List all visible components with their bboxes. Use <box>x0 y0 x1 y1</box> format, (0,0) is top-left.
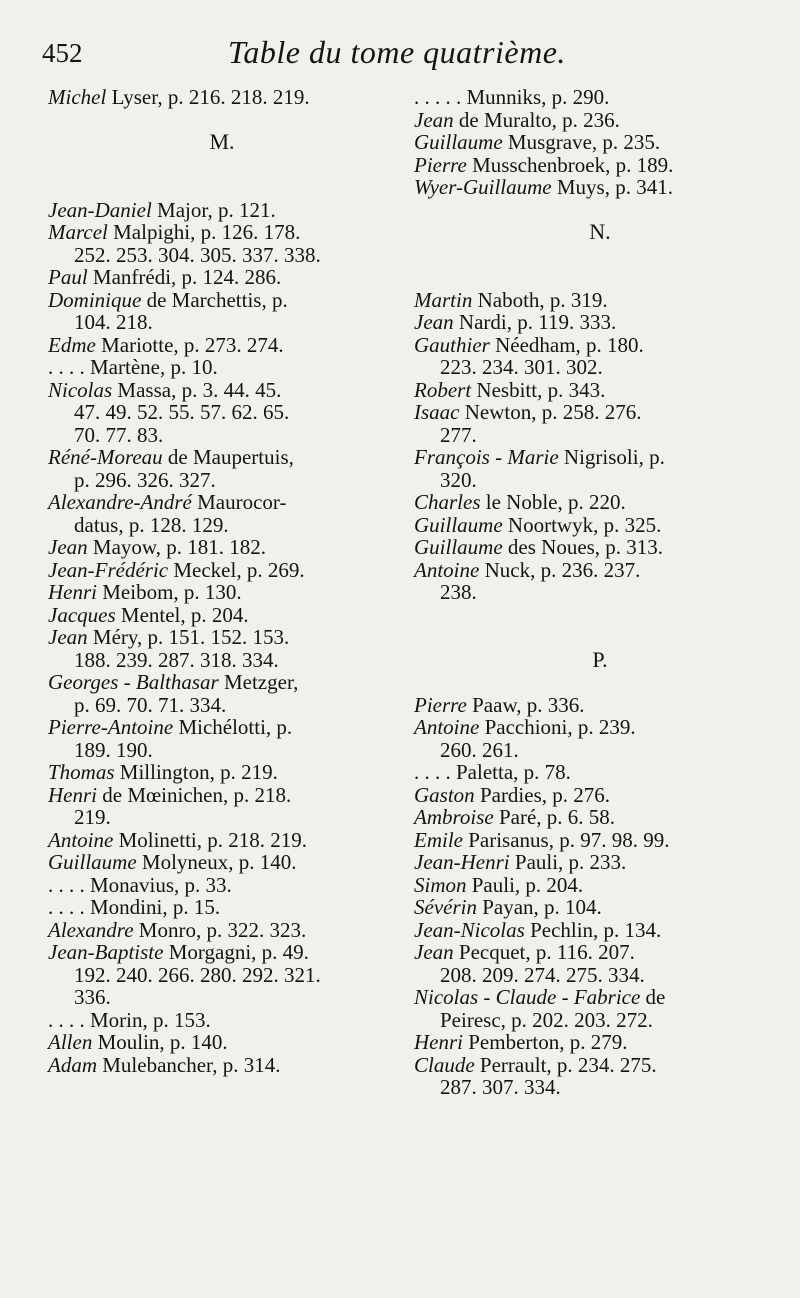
entry-text: 238. <box>440 580 477 604</box>
given-name: Gaston <box>414 782 475 807</box>
given-name: Sévérin <box>414 895 477 919</box>
entry-text: Pauli, p. 233. <box>509 850 627 874</box>
entry-text: de Maupertuis, <box>162 445 294 469</box>
index-entry-continuation <box>48 649 396 672</box>
index-entry-continuation <box>414 424 786 447</box>
index-entry <box>48 829 396 852</box>
index-entry <box>48 446 396 469</box>
index-entry <box>414 874 786 897</box>
given-name: Michel <box>48 85 107 109</box>
entry-text: Morgagni, p. 49. <box>163 940 309 964</box>
index-entry <box>414 694 786 717</box>
entry-text: Muys, p. 341. <box>551 175 673 199</box>
entry-text: Néedham, p. 180. <box>489 332 644 357</box>
index-entry <box>48 86 396 109</box>
given-name: Henri <box>48 580 97 604</box>
index-entry-continuation <box>48 806 396 829</box>
blank-line <box>48 154 396 177</box>
index-entry <box>414 514 786 537</box>
section-heading: N. <box>589 219 611 244</box>
entry-text: Nesbitt, p. 343. <box>471 377 606 402</box>
entry-text: 188. 239. 287. 318. 334. <box>74 647 279 672</box>
given-name: Ambroise <box>414 805 494 829</box>
entry-text: Malpighi, p. 126. 178. <box>107 220 301 244</box>
index-entry <box>414 1031 786 1054</box>
index-entry-continuation <box>48 244 396 267</box>
page-number: 452 <box>42 38 83 68</box>
given-name: Edme <box>48 332 96 357</box>
index-entry <box>414 311 786 334</box>
blank-line <box>48 176 396 199</box>
given-name: Guillaume <box>414 512 503 537</box>
index-entry <box>48 356 396 379</box>
given-name: Henri <box>48 782 97 807</box>
index-entry <box>414 86 786 109</box>
index-entry <box>414 491 786 514</box>
given-name: Guillaume <box>414 535 503 559</box>
index-entry-continuation <box>414 1076 786 1099</box>
entry-text: de <box>640 985 666 1009</box>
index-column-right <box>414 86 786 1099</box>
index-entry <box>48 761 396 784</box>
given-name: Nicolas <box>48 377 113 402</box>
entry-text: Pardies, p. 276. <box>474 782 611 807</box>
index-entry-continuation <box>48 514 396 537</box>
entry-text: de Mœinichen, p. 218. <box>97 782 292 807</box>
given-name: Wyer-Guillaume <box>414 175 552 199</box>
index-entry <box>414 829 786 852</box>
index-entry <box>414 131 786 154</box>
given-name: Alexandre-André <box>48 490 192 514</box>
index-entry <box>48 784 396 807</box>
index-entry <box>48 1054 396 1077</box>
entry-text: 287. 307. 334. <box>440 1075 561 1099</box>
index-entry <box>48 379 396 402</box>
given-name: François - Marie <box>414 445 559 469</box>
index-entry-continuation <box>48 311 396 334</box>
entry-text: 252. 253. 304. 305. 337. 338. <box>74 242 321 267</box>
given-name: Adam <box>48 1052 97 1077</box>
given-name: Emile <box>414 827 463 852</box>
blank-line <box>414 671 786 694</box>
index-entry <box>48 671 396 694</box>
entry-text: Meckel, p. 269. <box>168 557 305 582</box>
given-name: Jean <box>414 107 454 132</box>
index-entry <box>48 334 396 357</box>
entry-text: 189. 190. <box>74 737 153 762</box>
given-name: Pierre <box>414 152 467 177</box>
index-entry <box>414 784 786 807</box>
index-entry-continuation <box>414 739 786 762</box>
given-name: Gauthier <box>414 332 490 357</box>
section-heading: P. <box>592 646 608 672</box>
entry-text: Molinetti, p. 218. 219. <box>113 827 307 852</box>
entry-text: le Noble, p. 220. <box>480 490 626 514</box>
entry-text: 219. <box>74 805 111 829</box>
index-entry <box>414 851 786 874</box>
index-entry <box>414 716 786 739</box>
entry-text: Perrault, p. 234. 275. <box>474 1052 657 1077</box>
given-name: Jacques <box>48 602 116 627</box>
index-entry-continuation <box>414 581 786 604</box>
entry-text: de Muralto, p. 236. <box>453 107 620 132</box>
index-entry <box>414 176 786 199</box>
entry-text: . . . . Paletta, p. 78. <box>414 760 571 784</box>
index-entry <box>414 536 786 559</box>
given-name: Jean-Henri <box>414 850 510 874</box>
given-name: Jean-Frédéric <box>48 557 169 582</box>
entry-text: Moulin, p. 140. <box>92 1030 228 1054</box>
index-entry <box>48 716 396 739</box>
entry-text: . . . . Martène, p. 10. <box>48 355 218 379</box>
given-name: Martin <box>414 287 473 312</box>
index-column-left <box>48 86 396 1076</box>
entry-text: 47. 49. 52. 55. 57. 62. 65. <box>74 400 290 424</box>
index-entry <box>414 446 786 469</box>
given-name: Paul <box>48 265 88 289</box>
entry-text: 260. 261. <box>440 737 519 762</box>
given-name: Isaac <box>414 400 460 424</box>
index-entry <box>48 919 396 942</box>
entry-text: Peiresc, p. 202. 203. 272. <box>440 1007 653 1032</box>
given-name: Allen <box>48 1030 93 1054</box>
index-entry <box>48 1031 396 1054</box>
entry-text: Lyser, p. 216. 218. 219. <box>106 85 310 109</box>
index-entry <box>48 941 396 964</box>
index-entry <box>414 986 786 1009</box>
blank-line <box>414 626 786 649</box>
given-name: Simon <box>414 872 467 897</box>
entry-text: Pecquet, p. 116. 207. <box>453 940 635 964</box>
index-entry-continuation <box>414 1009 786 1032</box>
index-entry <box>48 604 396 627</box>
entry-text: Mentel, p. 204. <box>115 602 249 627</box>
given-name: Guillaume <box>414 130 503 154</box>
given-name: Nicolas - Claude - Fabrice <box>414 985 641 1009</box>
index-entry-continuation <box>48 424 396 447</box>
given-name: Jean <box>414 940 454 964</box>
entry-text: . . . . . Munniks, p. 290. <box>414 85 610 109</box>
index-entry-continuation <box>414 356 786 379</box>
index-entry <box>414 334 786 357</box>
given-name: Antoine <box>414 715 480 739</box>
entry-text: Paaw, p. 336. <box>466 692 585 717</box>
index-entry-continuation <box>48 986 396 1009</box>
given-name: Claude <box>414 1052 475 1077</box>
entry-text: de Marchettis, p. <box>141 287 288 312</box>
entry-text: Maurocor- <box>191 490 287 514</box>
given-name: Georges - Balthasar <box>48 670 219 694</box>
entry-text: Massa, p. 3. 44. 45. <box>112 377 282 402</box>
entry-text: Nardi, p. 119. 333. <box>453 310 617 334</box>
index-entry <box>48 536 396 559</box>
index-entry <box>48 559 396 582</box>
entry-text: Mariotte, p. 273. 274. <box>95 332 284 357</box>
entry-text: Newton, p. 258. 276. <box>459 400 642 424</box>
given-name: Pierre-Antoine <box>48 715 174 739</box>
running-title: Table du tome quatrième. <box>228 34 566 70</box>
index-entry <box>48 199 396 222</box>
entry-text: 277. <box>440 422 477 447</box>
entry-text: Payan, p. 104. <box>476 895 602 919</box>
entry-text: p. 69. 70. 71. 334. <box>74 692 227 717</box>
index-entry-continuation <box>48 401 396 424</box>
entry-text: Pacchioni, p. 239. <box>479 715 636 739</box>
index-entry <box>48 266 396 289</box>
entry-text: Nuck, p. 236. 237. <box>479 557 641 582</box>
given-name: Pierre <box>414 692 467 717</box>
entry-text: Pechlin, p. 134. <box>524 917 662 942</box>
section-heading: M. <box>209 129 235 154</box>
given-name: Jean-Nicolas <box>414 917 525 942</box>
index-entry <box>414 919 786 942</box>
index-entry-continuation <box>414 469 786 492</box>
entry-text: Manfrédi, p. 124. 286. <box>87 265 282 289</box>
given-name: Dominique <box>48 287 142 312</box>
entry-text: 104. 218. <box>74 310 153 334</box>
index-entry <box>48 491 396 514</box>
entry-text: Molyneux, p. 140. <box>136 850 297 874</box>
entry-text: Pauli, p. 204. <box>466 872 584 897</box>
index-entry <box>414 559 786 582</box>
given-name: Jean <box>414 310 454 334</box>
entry-text: 192. 240. 266. 280. 292. 321. <box>74 962 321 987</box>
index-entry <box>414 806 786 829</box>
index-entry <box>414 154 786 177</box>
given-name: Jean-Daniel <box>48 197 152 222</box>
entry-text: Mulebancher, p. 314. <box>97 1052 281 1077</box>
entry-text: 208. 209. 274. 275. 334. <box>440 962 645 987</box>
given-name: Alexandre <box>48 917 134 942</box>
entry-text: Méry, p. 151. 152. 153. <box>87 625 290 649</box>
index-entry-continuation <box>48 694 396 717</box>
entry-text: Monro, p. 322. 323. <box>133 917 307 942</box>
entry-text: Noortwyk, p. 325. <box>502 512 662 537</box>
given-name: Antoine <box>48 827 114 852</box>
entry-text: Naboth, p. 319. <box>472 287 608 312</box>
entry-text: Musschenbroek, p. 189. <box>466 152 674 177</box>
entry-text: . . . . Morin, p. 153. <box>48 1007 211 1032</box>
index-entry <box>48 851 396 874</box>
entry-text: Millington, p. 219. <box>114 760 278 784</box>
entry-text: Metzger, <box>218 670 299 694</box>
index-entry <box>48 1009 396 1032</box>
blank-line <box>414 244 786 267</box>
index-entry <box>414 401 786 424</box>
index-entry <box>48 289 396 312</box>
given-name: Antoine <box>414 557 480 582</box>
entry-text: 223. 234. 301. 302. <box>440 355 603 379</box>
entry-text: datus, p. 128. 129. <box>74 512 229 537</box>
index-entry <box>48 626 396 649</box>
index-entry-continuation <box>48 469 396 492</box>
index-entry <box>414 109 786 132</box>
entry-text: 320. <box>440 467 477 492</box>
given-name: Réné-Moreau <box>48 445 163 469</box>
blank-line <box>48 109 396 132</box>
given-name: Charles <box>414 490 481 514</box>
entry-text: des Noues, p. 313. <box>502 535 664 559</box>
index-entry <box>48 896 396 919</box>
blank-line <box>414 266 786 289</box>
entry-text: p. 296. 326. 327. <box>74 467 216 492</box>
entry-text: Parisanus, p. 97. 98. 99. <box>462 827 670 852</box>
blank-line <box>414 199 786 222</box>
given-name: Jean <box>48 625 88 649</box>
given-name: Jean <box>48 535 88 559</box>
given-name: Robert <box>414 377 472 402</box>
entry-text: Mayow, p. 181. 182. <box>87 535 266 559</box>
index-entry <box>414 941 786 964</box>
entry-text: Michélotti, p. <box>173 715 293 739</box>
index-entry <box>414 1054 786 1077</box>
given-name: Guillaume <box>48 850 137 874</box>
index-entry-continuation <box>48 964 396 987</box>
entry-text: . . . . Mondini, p. 15. <box>48 895 221 919</box>
entry-text: 336. <box>74 985 111 1009</box>
entry-text: Paré, p. 6. 58. <box>493 805 616 829</box>
index-entry <box>414 761 786 784</box>
entry-text: Nigrisoli, p. <box>558 445 665 469</box>
blank-line <box>414 604 786 627</box>
index-entry-continuation <box>414 964 786 987</box>
index-entry <box>414 289 786 312</box>
entry-text: 70. 77. 83. <box>74 422 164 447</box>
given-name: Thomas <box>48 760 115 784</box>
given-name: Jean-Baptiste <box>48 940 164 964</box>
index-entry <box>48 221 396 244</box>
entry-text: Meibom, p. 130. <box>97 580 242 604</box>
given-name: Marcel <box>48 220 108 244</box>
index-entry <box>414 896 786 919</box>
entry-text: . . . . Monavius, p. 33. <box>48 872 232 897</box>
entry-text: Major, p. 121. <box>151 197 276 222</box>
entry-text: Musgrave, p. 235. <box>502 130 661 154</box>
index-entry <box>414 379 786 402</box>
index-entry-continuation <box>48 739 396 762</box>
entry-text: Pemberton, p. 279. <box>463 1030 628 1054</box>
given-name: Henri <box>414 1030 463 1054</box>
index-entry <box>48 581 396 604</box>
index-entry <box>48 874 396 897</box>
